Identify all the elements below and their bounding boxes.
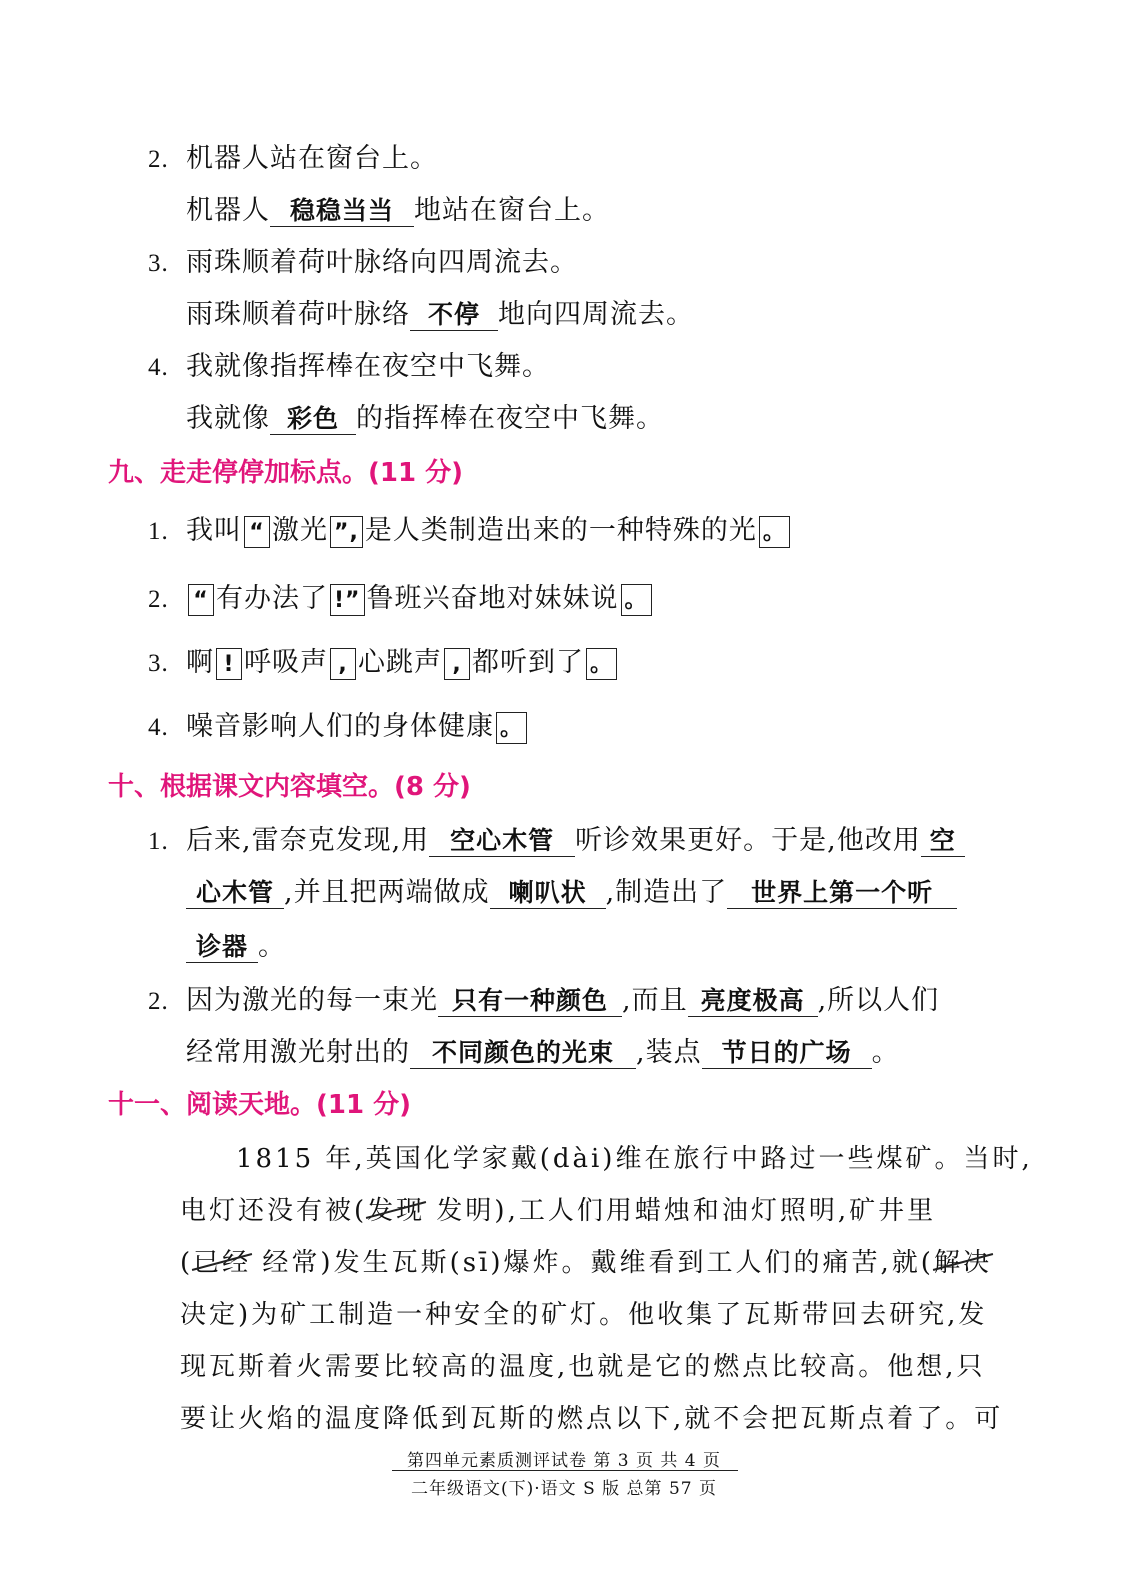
s10-q2-line1: 2. 因为激光的每一束光 只有一种颜色 ,而且 亮度极高 ,所以人们 (148, 985, 940, 1016)
punct-box: , (330, 648, 356, 680)
s10-q2-blank-3: 不同颜色的光束 (410, 1038, 636, 1069)
footer-line-1: 第四单元素质测评试卷 第 3 页 共 4 页 (406, 1451, 722, 1471)
s10-q1-line1: 1. 后来,雷奈克发现,用 空心木管 听诊效果更好。于是,他改用 空 (148, 818, 965, 857)
punct-box: ”, (330, 516, 363, 548)
s10-q2-line2: 经常用激光射出的 不同颜色的光束 ,装点 节日的广场 。 (186, 1037, 900, 1068)
s11-para-line-3: (已经 经常)发生瓦斯(sī)爆炸。戴维看到工人们的痛苦,就(解决 (180, 1242, 992, 1279)
s8-item-4-blank: 彩色 (270, 404, 356, 435)
s10-q1-blank-2a: 空 (921, 826, 965, 857)
s8-item-3-sentence: 3. 雨珠顺着荷叶脉络向四周流去。 (148, 247, 578, 278)
s10-q1-line3: 诊器 。 (186, 924, 286, 963)
s11-para-line-2: 电灯还没有被(发现 发明),工人们用蜡烛和油灯照明,矿井里 (180, 1190, 936, 1227)
punct-box: !” (330, 584, 365, 616)
s11-para-line-5: 现瓦斯着火需要比较高的温度,也就是它的燃点比较高。他想,只 (180, 1352, 986, 1382)
s8-item-3-answer-line: 雨珠顺着荷叶脉络 不停 地向四周流去。 (186, 299, 694, 330)
s10-q1-blank-3: 喇叭状 (490, 878, 606, 909)
s11-para-line-6: 要让火焰的温度降低到瓦斯的燃点以下,就不会把瓦斯点着了。可 (180, 1404, 1004, 1434)
s9-q2: 2. “ 有办法了 !” 鲁班兴奋地对妹妹说 。 (148, 576, 654, 616)
s9-q1: 1. 我叫 “ 激光 ”, 是人类制造出来的一种特殊的光 。 (148, 508, 792, 548)
s10-q1-blank-1: 空心木管 (429, 826, 575, 857)
struck-word: 已经 (193, 1242, 251, 1279)
punct-box: ! (216, 648, 242, 680)
section-11-heading: 十一、阅读天地。(11 分) (108, 1090, 411, 1120)
s8-item-4-answer-line: 我就像 彩色 的指挥棒在夜空中飞舞。 (186, 403, 664, 434)
punct-box: 。 (621, 584, 652, 616)
struck-word: 解决 (934, 1242, 992, 1279)
punct-box: , (444, 648, 470, 680)
footer-divider (392, 1470, 738, 1471)
section-9-heading: 九、走走停停加标点。(11 分) (108, 458, 463, 488)
struck-word: 发现 (367, 1190, 425, 1227)
s8-item-3-blank: 不停 (410, 300, 498, 331)
s9-q3: 3. 啊 ! 呼吸声 , 心跳声 , 都听到了 。 (148, 640, 619, 680)
section-10-heading: 十、根据课文内容填空。(8 分) (108, 772, 471, 802)
s9-q4: 4. 噪音影响人们的身体健康 。 (148, 704, 529, 744)
s8-item-4-sentence: 4. 我就像指挥棒在夜空中飞舞。 (148, 351, 550, 382)
footer-line-2: 二年级语文(下)·语文 S 版 总第 57 页 (411, 1479, 717, 1499)
punct-box: 。 (496, 712, 527, 744)
punct-box: 。 (586, 648, 617, 680)
s10-q1-blank-4b: 诊器 (186, 932, 258, 963)
s11-para-line-1: 1815 年,英国化学家戴(dài)维在旅行中路过一些煤矿。当时, (236, 1144, 1033, 1174)
s8-item-2-answer-line: 机器人 稳稳当当 地站在窗台上。 (186, 195, 610, 226)
s10-q1-blank-2b: 心木管 (186, 878, 284, 909)
punct-box: 。 (759, 516, 790, 548)
s10-q1-blank-4a: 世界上第一个听 (727, 878, 957, 909)
s8-item-2-sentence: 2. 机器人站在窗台上。 (148, 143, 438, 174)
s10-q2-blank-2: 亮度极高 (688, 986, 818, 1017)
s10-q2-blank-4: 节日的广场 (702, 1038, 872, 1069)
s8-item-2-blank: 稳稳当当 (270, 196, 414, 227)
s11-para-line-4: 决定)为矿工制造一种安全的矿灯。他收集了瓦斯带回去研究,发 (180, 1300, 988, 1330)
s10-q2-blank-1: 只有一种颜色 (438, 986, 622, 1017)
punct-box: “ (244, 516, 270, 548)
punct-box: “ (188, 584, 214, 616)
s10-q1-line2: 心木管 ,并且把两端做成 喇叭状 ,制造出了 世界上第一个听 (186, 870, 957, 909)
